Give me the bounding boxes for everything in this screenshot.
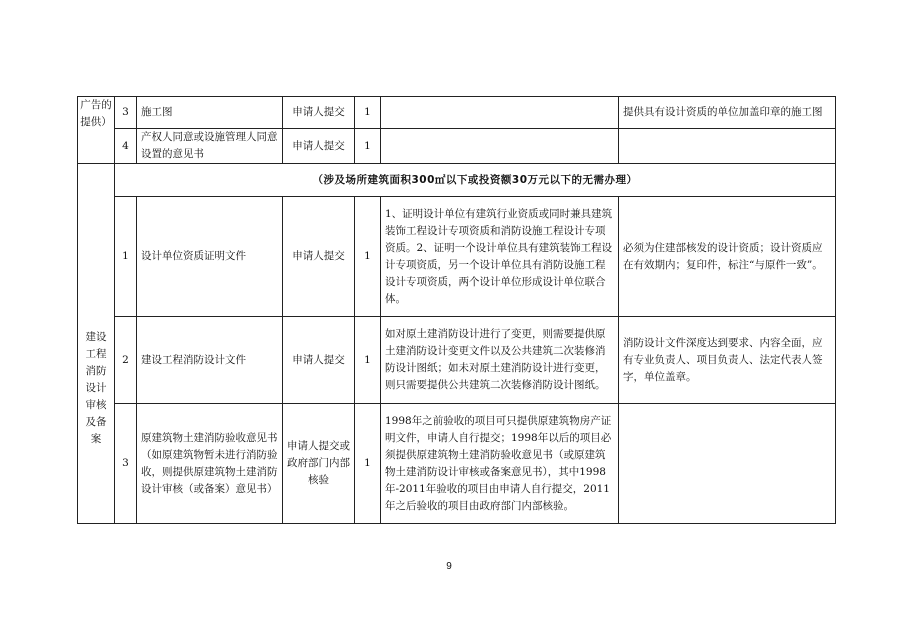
table-row [78,197,836,317]
submit-method: 申请人提交或政府部门内部核验 [283,404,355,524]
material-content [381,97,619,129]
copies: 1 [355,97,381,129]
table-row [78,164,836,197]
material-name: 原建筑物土建消防验收意见书（如原建筑物暂未进行消防验收，则提供原建筑物土建消防设计审核（或备案）意见书） [137,404,283,524]
row-number: 2 [115,317,137,404]
material-name: 建设工程消防设计文件 [137,317,283,404]
table-row [78,129,836,164]
material-name: 设计单位资质证明文件 [137,197,283,317]
table-row [78,97,836,129]
submit-method: 申请人提交 [283,97,355,129]
section-label-text: 建设工程消防设计审核及备案 [85,331,107,445]
material-content: 1998年之前验收的项目可只提供原建筑物房产证明文件，申请人自行提交；1998年以后的项目必须提供原建筑物土建消防验收意见书（或原建筑物土建消防设计审核或备案意见书），其中1998年-2011年验收的项目由申请人自行提交，2011年之后验收的项目由政府部门内部核验。 [381,404,619,524]
row-number: 4 [115,129,137,164]
submit-method: 申请人提交 [283,129,355,164]
material-content [381,129,619,164]
material-note [619,129,836,164]
submit-method: 申请人提交 [283,317,355,404]
copies: 1 [355,317,381,404]
material-content: 1、证明设计单位有建筑行业资质或同时兼具建筑装饰工程设计专项资质和消防设施工程设计专项资质。2、证明一个设计单位具有建筑装饰工程设计专项资质，另一个设计单位具有消防设施工程设计专项资质，两个设计单位形成设计单位联合体。 [381,197,619,317]
copies: 1 [355,197,381,317]
material-content: 如对原土建消防设计进行了变更，则需要提供原土建消防设计变更文件以及公共建筑二次装修消防设计图纸；如未对原土建消防设计进行变更，则只需要提供公共建筑二次装修消防设计图纸。 [381,317,619,404]
page-number: 9 [446,561,452,572]
section-label [78,164,115,524]
banner-note: （涉及场所建筑面积300㎡以下或投资额30万元以下的无需办理） [115,164,836,197]
submit-method: 申请人提交 [283,197,355,317]
material-name: 施工图 [137,97,283,129]
section-label-prev: 广告的提供） [78,97,115,164]
table-row [78,404,836,524]
copies: 1 [355,404,381,524]
material-name: 产权人同意或设施管理人同意设置的意见书 [137,129,283,164]
material-note [619,404,836,524]
row-number: 1 [115,197,137,317]
material-note: 必须为住建部核发的设计资质；设计资质应在有效期内；复印件，标注“与原件一致”。 [619,197,836,317]
material-note: 消防设计文件深度达到要求、内容全面，应有专业负责人、项目负责人、法定代表人签字，单位盖章。 [619,317,836,404]
material-note: 提供具有设计资质的单位加盖印章的施工图 [619,97,836,129]
requirements-table [77,96,836,524]
copies: 1 [355,129,381,164]
row-number: 3 [115,404,137,524]
table-row [78,317,836,404]
row-number: 3 [115,97,137,129]
